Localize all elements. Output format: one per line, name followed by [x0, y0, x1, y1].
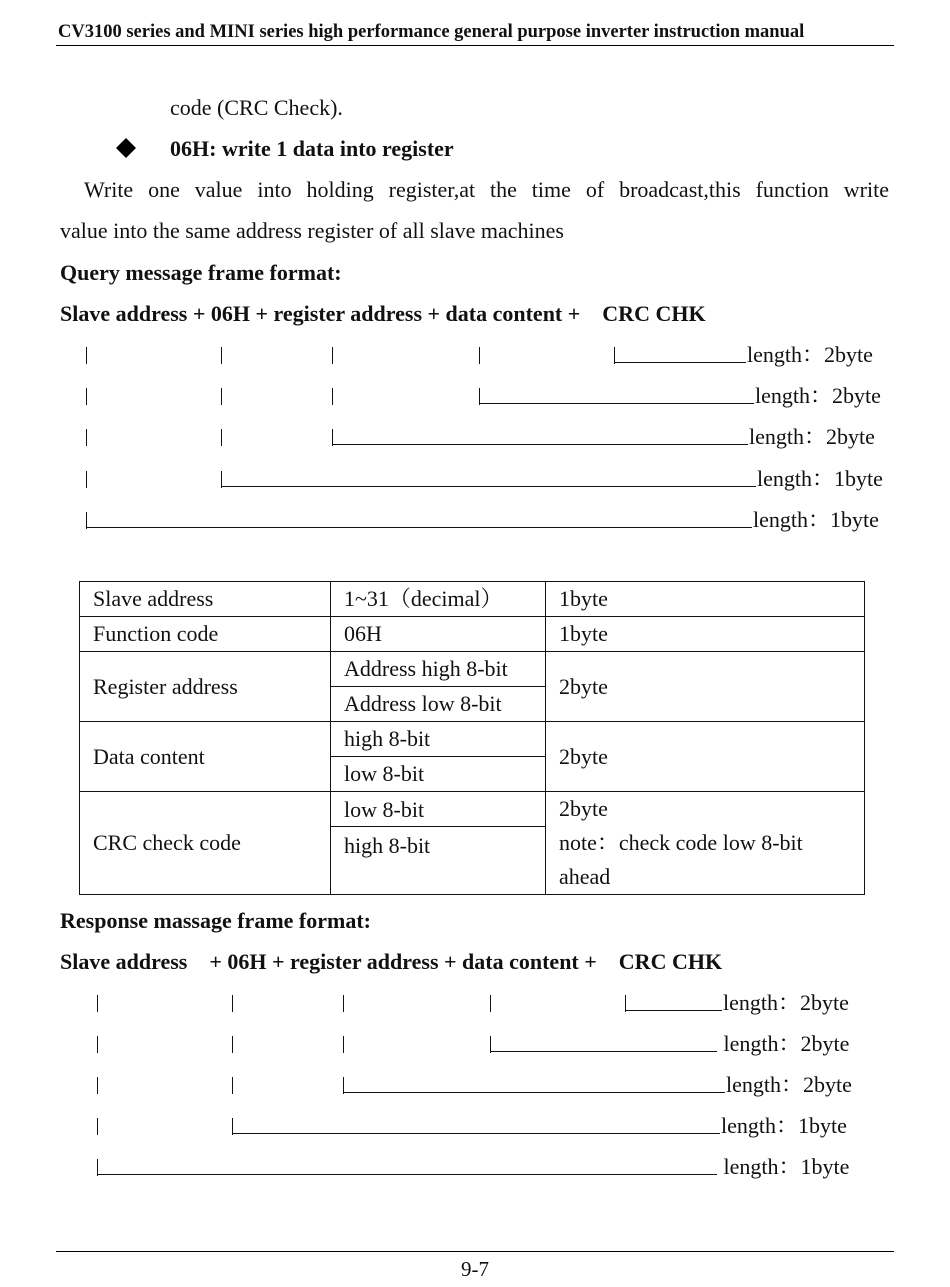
- table-cell: Data content: [80, 722, 331, 792]
- table-cell: 06H: [331, 617, 546, 652]
- table-cell: 2byte: [546, 722, 865, 792]
- table-cell: Address high 8-bit: [331, 652, 546, 687]
- response-length-5: length：1byte: [718, 1154, 850, 1179]
- response-diagram-row-5: [0, 1152, 950, 1182]
- response-diagram-row-1: [0, 988, 950, 1018]
- table-cell: Function code: [80, 617, 331, 652]
- query-diagram-row-4: [0, 464, 950, 494]
- query-diagram-row-2: [0, 381, 950, 411]
- query-diagram-row-5: [0, 505, 950, 535]
- table-cell: [331, 792, 546, 895]
- diamond-bullet-icon: [116, 138, 136, 158]
- table-cell: 2byte: [546, 652, 865, 722]
- query-heading: Query message frame format:: [60, 260, 342, 285]
- query-diagram-row-1: [0, 340, 950, 370]
- query-length-1: length：2byte: [747, 342, 873, 367]
- crc-note-cont: ahead: [559, 864, 611, 889]
- table-cell: Slave address: [80, 582, 331, 617]
- query-length-5: length：1byte: [753, 507, 879, 532]
- table-cell: CRC check code: [80, 792, 331, 895]
- table-row: [80, 792, 865, 895]
- description-line-2: value into the same address register of all slave machines: [60, 218, 564, 243]
- crc-high-cell: high 8-bit: [344, 833, 431, 858]
- table-cell: 1~31（decimal）: [331, 582, 546, 617]
- table-cell: Register address: [80, 652, 331, 722]
- section-title: 06H: write 1 data into register: [170, 136, 454, 161]
- page-number: 9-7: [461, 1257, 489, 1281]
- query-diagram-row-3: [0, 422, 950, 452]
- table-cell: [546, 792, 865, 895]
- response-formula: Slave address + 06H + register address + data content + CRC CHK: [60, 949, 723, 974]
- response-length-3: length：2byte: [726, 1072, 852, 1097]
- response-diagram-row-3: [0, 1070, 950, 1100]
- running-header: CV3100 series and MINI series high performance general purpose inverter instruction manual: [58, 22, 805, 42]
- query-length-2: length：2byte: [755, 383, 881, 408]
- table-row: [80, 722, 865, 757]
- query-frame-table: [79, 581, 865, 895]
- response-heading: Response massage frame format:: [60, 908, 371, 933]
- query-formula: Slave address + 06H + register address + data content + CRC CHK: [60, 301, 706, 326]
- table-cell: high 8-bit: [331, 722, 546, 757]
- table-cell: low 8-bit: [331, 757, 546, 792]
- table-row: [80, 617, 865, 652]
- response-diagram-row-4: [0, 1111, 950, 1141]
- response-length-2: length：2byte: [718, 1031, 850, 1056]
- header-rule: [56, 45, 894, 46]
- footer-rule: [56, 1251, 894, 1252]
- description-line-1: Write one value into holding register,at the time of broadcast,this function write: [84, 177, 889, 202]
- table-cell: 1byte: [546, 582, 865, 617]
- table-cell: 1byte: [546, 617, 865, 652]
- crc-low-cell: low 8-bit: [331, 792, 545, 827]
- response-length-4: length：1byte: [721, 1113, 847, 1138]
- response-diagram-row-2: [0, 1029, 950, 1059]
- intro-fragment: code (CRC Check).: [170, 95, 343, 120]
- crc-note: note：check code low 8-bit: [559, 830, 803, 855]
- query-length-4: length：1byte: [757, 466, 883, 491]
- table-row: [80, 582, 865, 617]
- table-cell: Address low 8-bit: [331, 687, 546, 722]
- response-length-1: length：2byte: [723, 990, 849, 1015]
- query-length-3: length：2byte: [749, 424, 875, 449]
- crc-size: 2byte: [559, 796, 608, 821]
- table-row: [80, 652, 865, 687]
